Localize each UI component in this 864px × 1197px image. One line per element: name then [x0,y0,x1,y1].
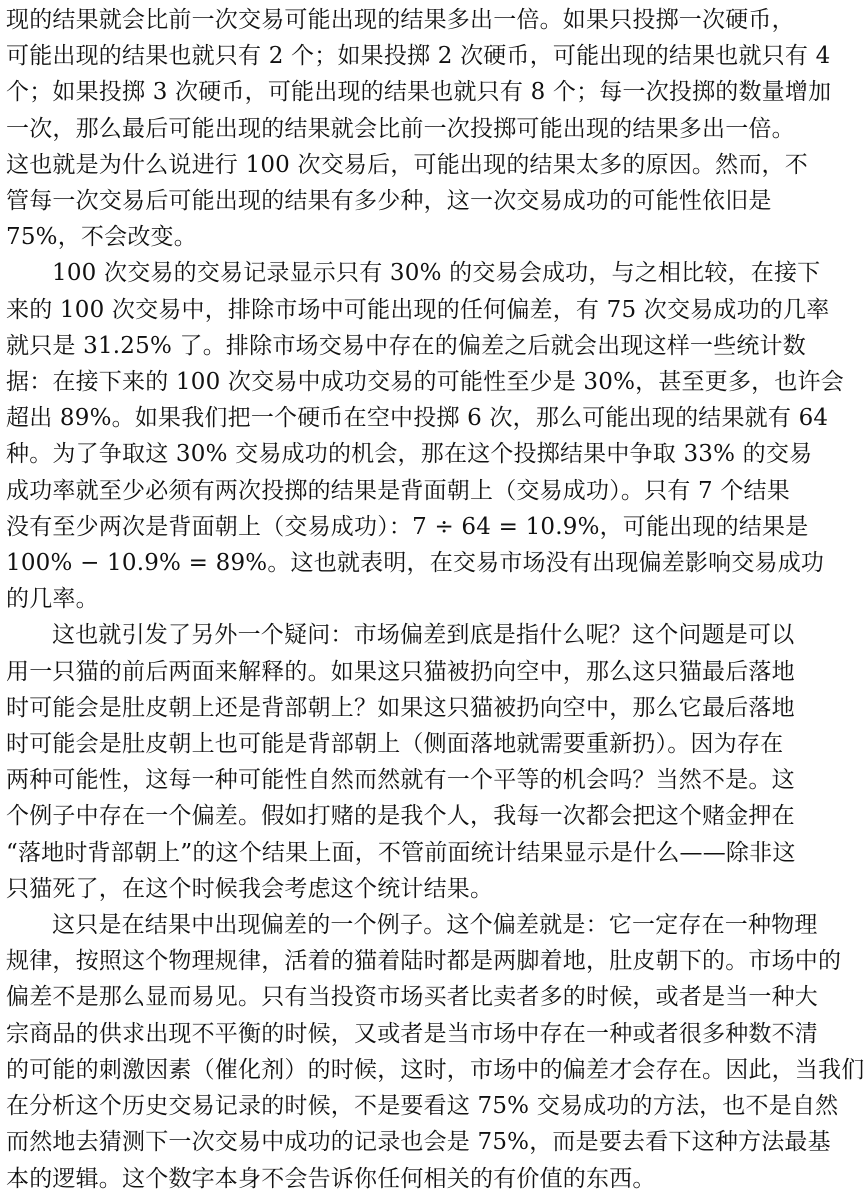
text-line: 100% − 10.9% = 89%。这也就表明，在交易市场没有出现偏差影响交易成功 [6,550,825,577]
text-line: 的几率。 [6,586,99,613]
paragraph-1 [6,2,832,255]
paragraph-4 [6,907,864,1197]
text-line: 只猫死了，在这个时候我会考虑这个统计结果。 [6,875,494,902]
text-line: 规律，按照这个物理规律，活着的猫着陆时都是两脚着地，肚皮朝下的。市场中的 [6,948,842,975]
text-line: 时可能会是肚皮朝上也可能是背部朝上（侧面落地就需要重新扔）。因为存在 [6,731,784,758]
text-line: 这也就引发了另外一个疑问：市场偏差到底是指什么呢？这个问题是可以 [52,622,795,649]
text-line: 宗商品的供求出现不平衡的时候，又或者是当市场中存在一种或者很多种数不清 [6,1020,818,1047]
text-line: 75%，不会改变。 [6,224,197,251]
text-line: 100 次交易的交易记录显示只有 30% 的交易会成功，与之相比较，在接下 [52,260,821,287]
text-line: 种。为了争取这 30% 交易成功的机会，那在这个投掷结果中争取 33% 的交易 [6,441,813,468]
paragraph-2 [6,255,844,617]
document-page [6,2,864,1197]
text-line: “落地时背部朝上”的这个结果上面，不管前面统计结果显示是什么——除非这 [6,839,796,866]
text-line: 这也就是为什么说进行 100 次交易后，可能出现的结果太多的原因。然而，不 [6,151,808,178]
text-line: 管每一次交易后可能出现的结果有多少种，这一次交易成功的可能性依旧是 [6,188,772,215]
paragraph-3 [6,617,796,907]
text-line: 可能出现的结果也就只有 2 个；如果投掷 2 次硬币，可能出现的结果也就只有 4 [6,43,831,70]
text-line: 成功率就至少必须有两次投掷的结果是背面朝上（交易成功）。只有 7 个结果 [6,477,790,504]
text-line: 现的结果就会比前一次交易可能出现的结果多出一倍。如果只投掷一次硬币， [6,7,795,33]
text-line: 偏差不是那么显而易见。只有当投资市场买者比卖者多的时候，或者是当一种大 [6,984,818,1011]
text-line: 而然地去猜测下一次交易中成功的记录也会是 75%，而是要去看下这种方法最基 [6,1129,831,1156]
text-line: 来的 100 次交易中，排除市场中可能出现的任何偏差，有 75 次交易成功的几率 [6,296,830,323]
text-line: 用一只猫的前后两面来解释的。如果这只猫被扔向空中，那么这只猫最后落地 [6,658,795,685]
text-line: 超出 89%。如果我们把一个硬币在空中投掷 6 次，那么可能出现的结果就有 64 [6,405,829,432]
text-line: 这只是在结果中出现偏差的一个例子。这个偏差就是：它一定存在一种物理 [52,912,818,939]
text-line: 个例子中存在一个偏差。假如打赌的是我个人，我每一次都会把这个赌金押在 [6,803,795,830]
text-line: 在分析这个历史交易记录的时候，不是要看这 75% 交易成功的方法，也不是自然 [6,1093,839,1120]
text-line: 据：在接下来的 100 次交易中成功交易的可能性至少是 30%，甚至更多，也许会 [6,369,844,396]
text-line: 两种可能性，这每一种可能性自然而然就有一个平等的机会吗？当然不是。这 [6,767,795,794]
text-line: 的可能的刺激因素（催化剂）的时候，这时，市场中的偏差才会存在。因此，当我们 [6,1056,864,1083]
text-line: 没有至少两次是背面朝上（交易成功）：7 ÷ 64 = 10.9%，可能出现的结果是 [6,513,809,540]
text-line: 就只是 31.25% 了。排除市场交易中存在的偏差之后就会出现这样一些统计数 [6,332,806,359]
text-line: 本的逻辑。这个数字本身不会告诉你任何相关的有价值的东西。 [6,1165,656,1192]
text-line: 时可能会是肚皮朝上还是背部朝上？如果这只猫被扔向空中，那么它最后落地 [6,694,795,721]
text-line: 个；如果投掷 3 次硬币，可能出现的结果也就只有 8 个；每一次投掷的数量增加 [6,79,832,106]
text-line: 一次，那么最后可能出现的结果就会比前一次投掷可能出现的结果多出一倍。 [6,115,795,142]
